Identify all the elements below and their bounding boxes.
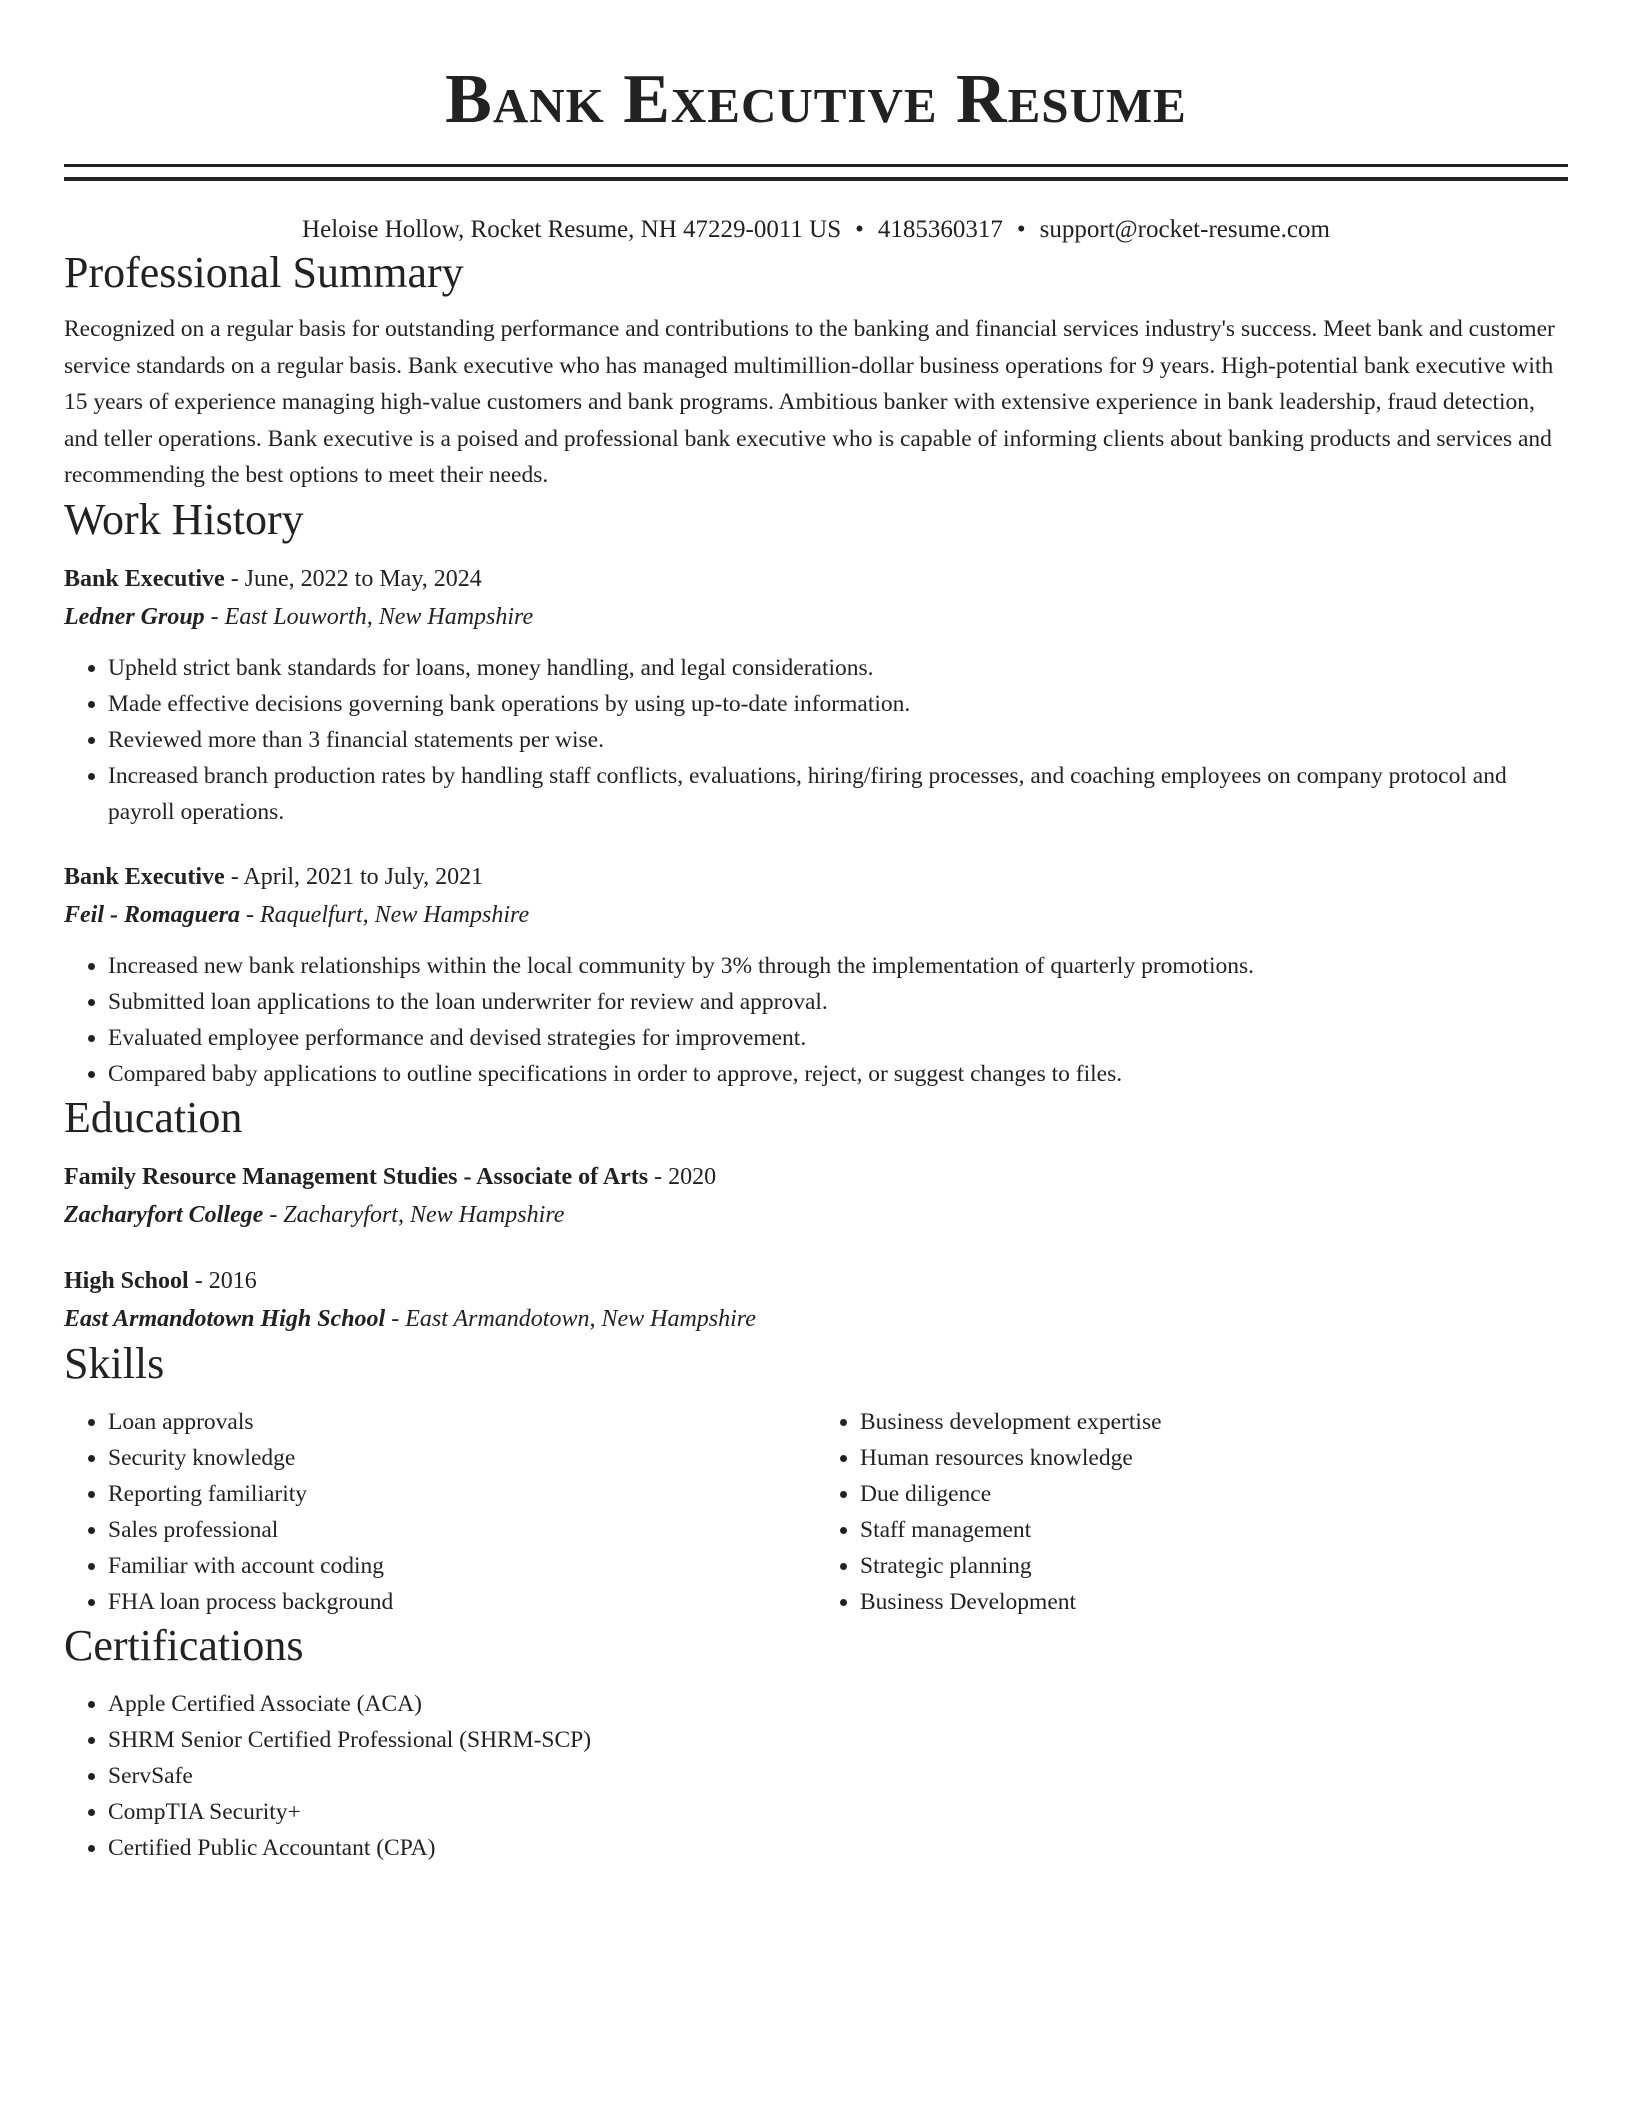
skill-item: • Human resources knowledge bbox=[860, 1440, 1568, 1476]
resume-title: Bank Executive Resume bbox=[445, 61, 1187, 138]
contact-email: support@rocket-resume.com bbox=[1039, 216, 1330, 243]
skill-item: • Loan approvals bbox=[108, 1404, 816, 1440]
job-dates: - April, 2021 to July, 2021 bbox=[224, 863, 484, 890]
job-bullet: • Reviewed more than 3 financial statements per wise. bbox=[108, 722, 1568, 758]
title-double-rule bbox=[64, 164, 1568, 181]
skills-list-left bbox=[64, 1404, 816, 1620]
contact-separator: • bbox=[1016, 216, 1026, 243]
certification-item: • SHRM Senior Certified Professional (SHRM-SCP) bbox=[108, 1722, 1568, 1758]
job-bullet: • Made effective decisions governing bank operations by using up-to-date information. bbox=[108, 686, 1568, 722]
education-location: - East Armandotown, New Hampshire bbox=[385, 1305, 756, 1332]
skills-grid bbox=[64, 1404, 1568, 1620]
skill-item: • Due diligence bbox=[860, 1476, 1568, 1512]
job-title: Bank Executive bbox=[64, 565, 225, 592]
skill-item: • Strategic planning bbox=[860, 1548, 1568, 1584]
education-year: - 2016 bbox=[188, 1267, 257, 1294]
job-entry bbox=[64, 858, 1568, 1092]
education-year: - 2020 bbox=[648, 1163, 717, 1190]
job-title: Bank Executive bbox=[64, 863, 225, 890]
education-degree-line bbox=[64, 1262, 1568, 1300]
job-bullets bbox=[64, 948, 1568, 1092]
job-location: - East Louworth, New Hampshire bbox=[204, 603, 534, 630]
skills-list-right bbox=[816, 1404, 1568, 1620]
job-bullet: • Evaluated employee performance and devised strategies for improvement. bbox=[108, 1020, 1568, 1056]
certification-item: • CompTIA Security+ bbox=[108, 1794, 1568, 1830]
job-bullet: • Upheld strict bank standards for loans, money handling, and legal considerations. bbox=[108, 650, 1568, 686]
job-bullet: • Compared baby applications to outline specifications in order to approve, reject, or suggest changes to files. bbox=[108, 1056, 1568, 1092]
contact-address: Heloise Hollow, Rocket Resume, NH 47229-0011 US bbox=[302, 216, 842, 243]
skill-item: • Business development expertise bbox=[860, 1404, 1568, 1440]
education-location: - Zacharyfort, New Hampshire bbox=[263, 1201, 565, 1228]
education-school: Zacharyfort College bbox=[64, 1201, 264, 1228]
job-title-line bbox=[64, 858, 1568, 896]
job-bullet: • Submitted loan applications to the loan underwriter for review and approval. bbox=[108, 984, 1568, 1020]
section-heading-summary: Professional Summary bbox=[64, 248, 464, 297]
skill-item: • Security knowledge bbox=[108, 1440, 816, 1476]
contact-phone: 4185360317 bbox=[877, 216, 1003, 243]
certification-item: • Apple Certified Associate (ACA) bbox=[108, 1686, 1568, 1722]
section-heading-work-history: Work History bbox=[64, 494, 304, 544]
job-company-line bbox=[64, 598, 1568, 636]
job-entry bbox=[64, 560, 1568, 830]
section-heading-certifications: Certifications bbox=[64, 1620, 304, 1670]
education-school-line bbox=[64, 1300, 1568, 1338]
skill-item: • FHA loan process background bbox=[108, 1584, 816, 1620]
job-company: Ledner Group bbox=[64, 603, 205, 630]
education-entry bbox=[64, 1262, 1568, 1338]
skill-item: • Reporting familiarity bbox=[108, 1476, 816, 1512]
skill-item: • Sales professional bbox=[108, 1512, 816, 1548]
job-bullet: • Increased branch production rates by handling staff conflicts, evaluations, hiring/firing processes, and coaching employees on company protocol and payroll operations. bbox=[108, 758, 1568, 830]
job-company: Feil - Romaguera bbox=[64, 901, 241, 928]
contact-line bbox=[64, 213, 1568, 247]
section-heading-education: Education bbox=[64, 1092, 243, 1142]
education-school: East Armandotown High School bbox=[64, 1305, 386, 1332]
job-company-line bbox=[64, 896, 1568, 934]
skill-item: • Staff management bbox=[860, 1512, 1568, 1548]
skill-item: • Business Development bbox=[860, 1584, 1568, 1620]
skill-item: • Familiar with account coding bbox=[108, 1548, 816, 1584]
certification-item: • ServSafe bbox=[108, 1758, 1568, 1794]
job-location: - Raquelfurt, New Hampshire bbox=[240, 901, 530, 928]
job-dates: - June, 2022 to May, 2024 bbox=[224, 565, 482, 592]
education-school-line bbox=[64, 1196, 1568, 1234]
job-title-line bbox=[64, 560, 1568, 598]
job-bullets bbox=[64, 650, 1568, 830]
job-bullet: • Increased new bank relationships within the local community by 3% through the implementation of quarterly promotions. bbox=[108, 948, 1568, 984]
education-degree: Family Resource Management Studies - Associate of Arts bbox=[64, 1163, 649, 1190]
education-degree: High School bbox=[64, 1267, 189, 1294]
certification-item: • Certified Public Accountant (CPA) bbox=[108, 1830, 1568, 1866]
section-heading-skills: Skills bbox=[64, 1338, 165, 1388]
education-entry bbox=[64, 1158, 1568, 1234]
certifications-list bbox=[64, 1686, 1568, 1866]
summary-text: Recognized on a regular basis for outstanding performance and contributions to the banking and financial services industry's success. Meet bank and customer service standards on a regular basis. Bank executive who has managed multimillion-dollar business operations for 9 years. High-potential bank executive with 15 years of experience managing high-value customers and bank programs. Ambitious banker with extensive experience in bank leadership, fraud detection, and teller operations. Bank executive is a poised and professional bank executive who is capable of informing clients about banking products and services and recommending the best options to meet their needs. bbox=[64, 316, 1555, 488]
contact-separator: • bbox=[855, 216, 864, 243]
education-degree-line bbox=[64, 1158, 1568, 1196]
